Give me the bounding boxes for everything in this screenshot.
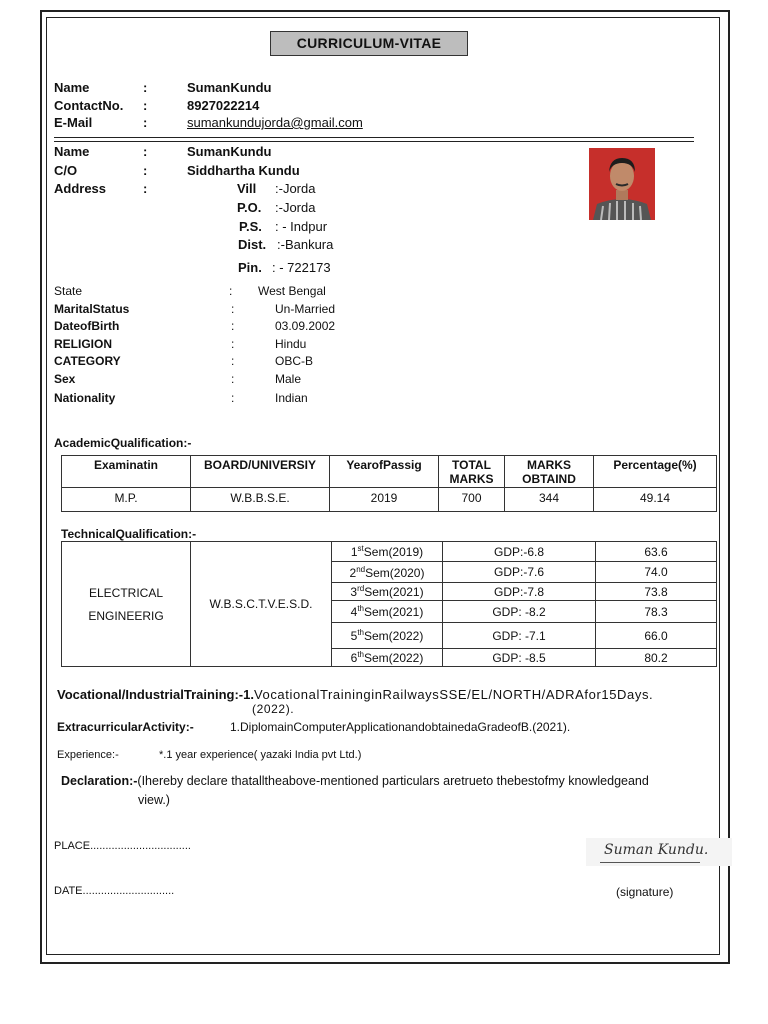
colon: : xyxy=(143,163,148,178)
email-link[interactable]: sumankundujorda@gmail.com xyxy=(187,115,363,130)
date-field: DATE.............................. xyxy=(54,885,175,897)
colon: : xyxy=(231,319,235,333)
sem-cell: 4thSem(2021) xyxy=(332,601,443,623)
sem-cell: 1stSem(2019) xyxy=(332,542,443,562)
table-cell: 49.14 xyxy=(594,488,717,512)
technical-heading: TechnicalQualification:- xyxy=(61,527,197,541)
pct-cell: 78.3 xyxy=(596,601,717,623)
dob-label: DateofBirth xyxy=(54,319,120,333)
address-pin-value: : - 722173 xyxy=(272,260,331,275)
colon: : xyxy=(231,354,235,368)
contact-email-label: E-Mail xyxy=(54,115,93,130)
gdp-cell: GDP: -8.5 xyxy=(443,649,596,667)
colon: : xyxy=(143,144,148,159)
name-label: Name xyxy=(54,144,90,159)
dob-value: 03.09.2002 xyxy=(275,319,336,333)
marital-label: MaritalStatus xyxy=(54,302,130,316)
address-dist-label: Dist. xyxy=(238,237,267,252)
header-cell: Percentage(%) xyxy=(594,456,717,488)
person-icon xyxy=(589,148,655,220)
header-cell: Examinatin xyxy=(62,456,191,488)
header-cell: YearofPassig xyxy=(330,456,439,488)
address-ps-label: P.S. xyxy=(239,219,262,234)
category-label: CATEGORY xyxy=(54,354,121,368)
sem-cell: 2ndSem(2020) xyxy=(332,562,443,583)
page-title: CURRICULUM-VITAE xyxy=(270,31,468,56)
gdp-cell: GDP:-6.8 xyxy=(443,542,596,562)
colon: : xyxy=(143,115,148,130)
vocational-year: (2022). xyxy=(252,702,295,716)
header-cell: TOTAL MARKS xyxy=(439,456,505,488)
address-vill-value: :-Jorda xyxy=(275,181,316,196)
extracurricular-text: 1.DiplomainComputerApplicationandobtainedaGradeofB.(2021). xyxy=(230,720,571,734)
table-cell: 344 xyxy=(505,488,594,512)
pct-cell: 73.8 xyxy=(596,583,717,601)
address-label: Address xyxy=(54,181,107,196)
colon: : xyxy=(143,80,148,95)
colon: : xyxy=(143,98,148,113)
state-label: State xyxy=(54,284,83,298)
colon: : xyxy=(231,372,235,386)
nationality-value: Indian xyxy=(275,391,308,405)
table-cell: 2019 xyxy=(330,488,439,512)
vocational-text: VocationalTraininginRailwaysSSE/EL/NORTH/ADRAfor15Days. xyxy=(253,687,654,702)
address-ps-value: : - Indpur xyxy=(275,219,328,234)
colon: : xyxy=(229,284,233,298)
sex-label: Sex xyxy=(54,372,76,386)
sem-cell: 3rdSem(2021) xyxy=(332,583,443,601)
name-value: SumanKundu xyxy=(187,144,272,159)
table-cell: W.B.B.S.E. xyxy=(191,488,330,512)
academic-table xyxy=(61,455,717,512)
divider xyxy=(54,141,694,142)
address-dist-value: :-Bankura xyxy=(277,237,334,252)
gdp-cell: GDP: -7.1 xyxy=(443,623,596,649)
experience-text: *.1 year experience( yazaki India pvt Ltd.) xyxy=(159,749,362,761)
profile-photo xyxy=(589,148,655,220)
pct-cell: 66.0 xyxy=(596,623,717,649)
declaration-label: Declaration:- xyxy=(61,774,138,788)
signature-label: (signature) xyxy=(616,885,674,899)
sex-value: Male xyxy=(275,372,302,386)
declaration-text: (Ihereby declare thatalltheabove-mentioned particulars aretrueto thebestofmy knowledgeand xyxy=(137,774,649,788)
academic-heading: AcademicQualification:- xyxy=(54,436,192,450)
contact-name-value: SumanKundu xyxy=(187,80,272,95)
course-line: ELECTRICAL xyxy=(88,585,164,600)
sem-cell: 6thSem(2022) xyxy=(332,649,443,667)
course-cell xyxy=(62,542,191,667)
colon: : xyxy=(231,302,235,316)
address-pin-label: Pin. xyxy=(238,260,262,275)
declaration-text-end: view.) xyxy=(138,793,170,807)
colon: : xyxy=(143,181,148,196)
colon: : xyxy=(231,337,235,351)
table-cell: 700 xyxy=(439,488,505,512)
signature-line xyxy=(600,862,700,863)
co-label: C/O xyxy=(54,163,78,178)
contact-phone-label: ContactNo. xyxy=(54,98,124,113)
divider xyxy=(54,137,694,138)
address-po-value: :-Jorda xyxy=(275,200,316,215)
sem-cell: 5thSem(2022) xyxy=(332,623,443,649)
gdp-cell: GDP:-7.8 xyxy=(443,583,596,601)
vocational-line xyxy=(57,687,653,702)
address-po-label: P.O. xyxy=(237,200,262,215)
marital-value: Un-Married xyxy=(275,302,336,316)
gdp-cell: GDP:-7.6 xyxy=(443,562,596,583)
vocational-label: Vocational/IndustrialTraining:-1. xyxy=(57,687,254,702)
experience-label: Experience:- xyxy=(57,749,119,761)
colon: : xyxy=(231,391,235,405)
category-value: OBC-B xyxy=(275,354,314,368)
religion-value: Hindu xyxy=(275,337,307,351)
co-value: Siddhartha Kundu xyxy=(187,163,300,178)
state-value: West Bengal xyxy=(258,284,326,298)
pct-cell: 74.0 xyxy=(596,562,717,583)
signature-script: Suman Kundu. xyxy=(604,842,709,858)
declaration-line xyxy=(61,774,649,788)
gdp-cell: GDP: -8.2 xyxy=(443,601,596,623)
religion-label: RELIGION xyxy=(54,337,113,351)
nationality-label: Nationality xyxy=(54,391,116,405)
header-cell: BOARD/UNIVERSIY xyxy=(191,456,330,488)
header-cell: MARKS OBTAIND xyxy=(505,456,594,488)
pct-cell: 63.6 xyxy=(596,542,717,562)
contact-name-label: Name xyxy=(54,80,90,95)
contact-phone-value: 8927022214 xyxy=(187,98,260,113)
signature-image xyxy=(586,838,732,866)
board-cell: W.B.S.C.T.V.E.S.D. xyxy=(191,542,332,667)
address-vill-label: Vill xyxy=(237,181,257,196)
technical-table xyxy=(61,541,717,667)
table-cell: M.P. xyxy=(62,488,191,512)
place-field: PLACE................................. xyxy=(54,840,191,852)
pct-cell: 80.2 xyxy=(596,649,717,667)
course-line: ENGINEERIG xyxy=(88,608,164,623)
extracurricular-label: ExtracurricularActivity:- xyxy=(57,720,194,734)
